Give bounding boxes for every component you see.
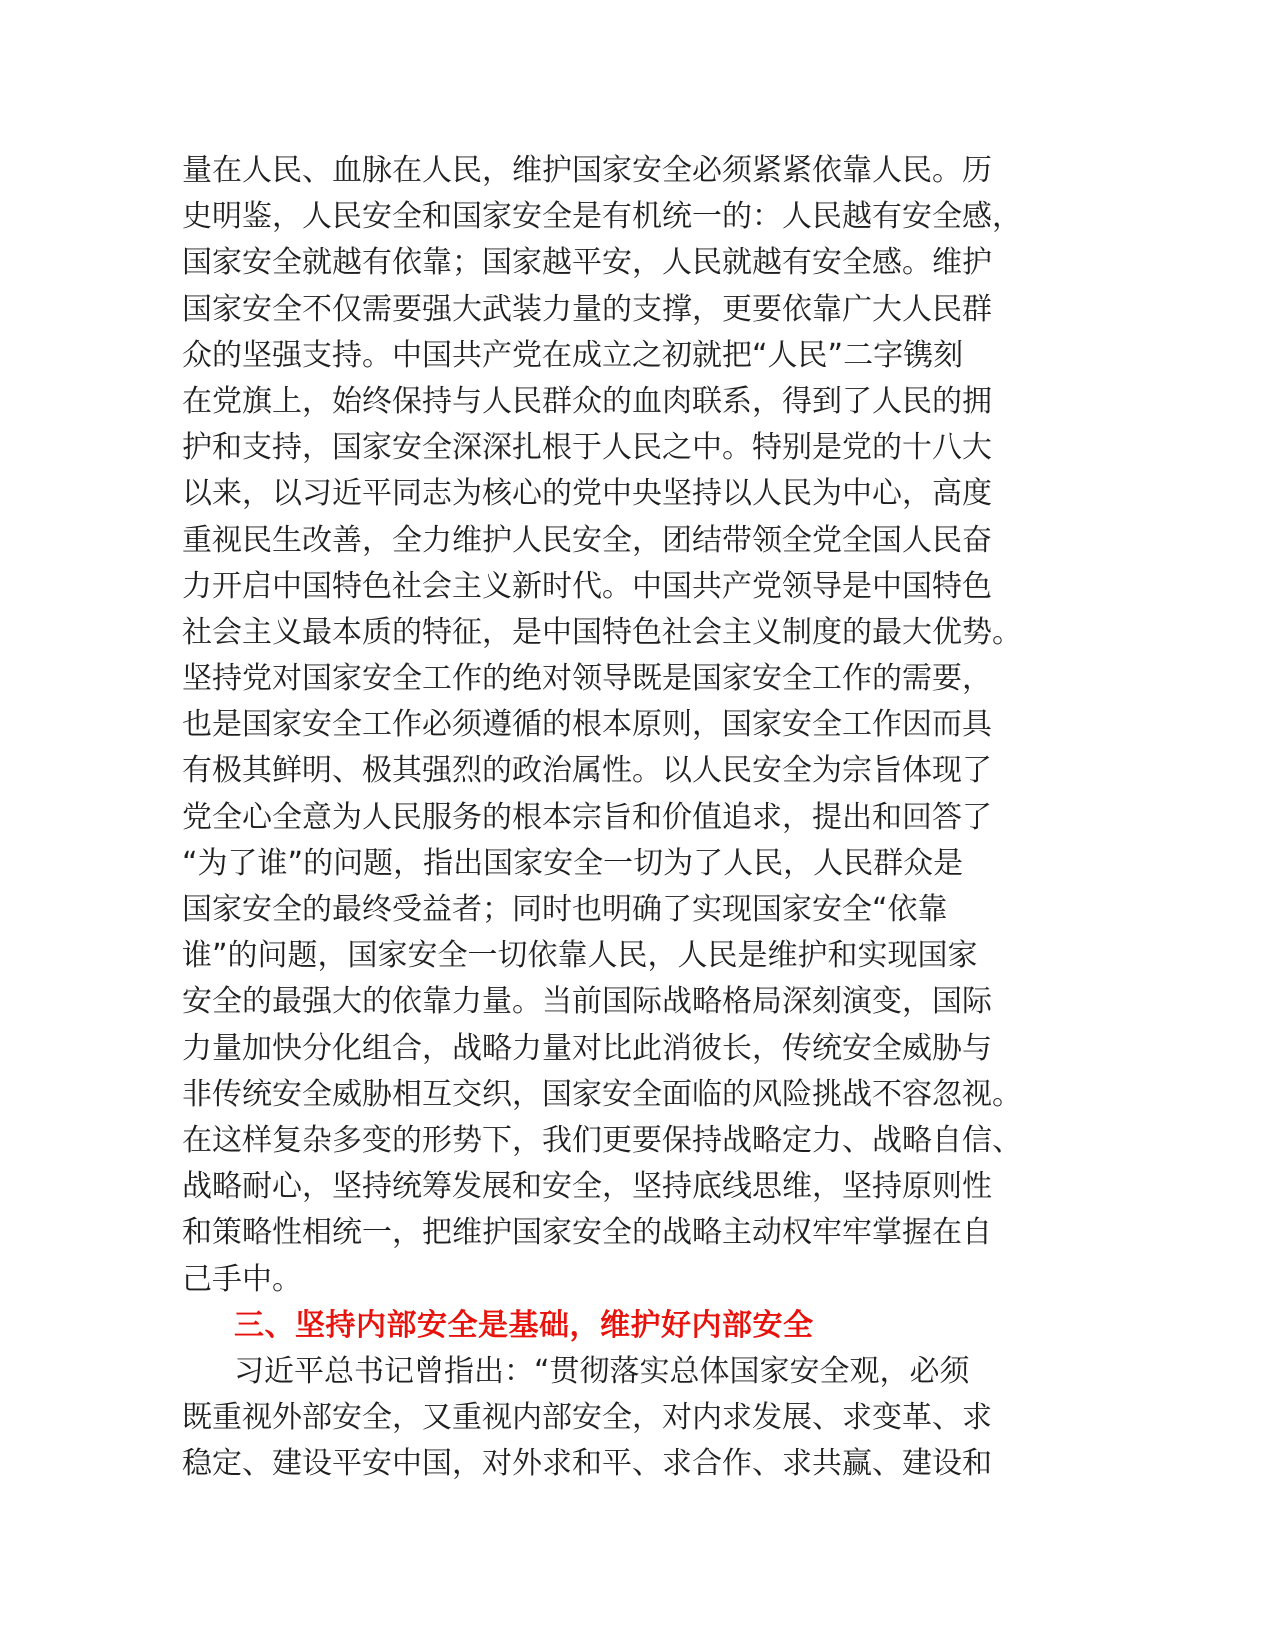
- text-line: 量在人民、血脉在人民，维护国家安全必须紧紧依靠人民。历: [182, 153, 992, 188]
- text-line: 非传统安全威胁相互交织，国家安全面临的风险挑战不容忽视。: [182, 1076, 1022, 1112]
- document-body: [182, 148, 1062, 1487]
- text-line: 既重视外部安全，又重视内部安全，对内求发展、求变革、求: [182, 1400, 992, 1436]
- text-line: 党全心全意为人民服务的根本宗旨和价值追求，提出和回答了: [182, 799, 992, 835]
- text-line: 护和支持，国家安全深深扎根于人民之中。特别是党的十八大: [182, 430, 992, 466]
- text-line: “为了谁”的问题，指出国家安全一切为了人民，人民群众是: [182, 845, 964, 881]
- text-line: 国家安全不仅需要强大武装力量的支撑，更要依靠广大人民群: [182, 291, 992, 327]
- text-line: 习近平总书记曾指出：“贯彻落实总体国家安全观，必须: [234, 1353, 970, 1389]
- text-line: 有极其鲜明、极其强烈的政治属性。以人民安全为宗旨体现了: [182, 753, 992, 789]
- text-line: 和策略性相统一，把维护国家安全的战略主动权牢牢掌握在自: [182, 1215, 992, 1251]
- text-line: 稳定、建设平安中国，对外求和平、求合作、求共赢、建设和: [182, 1446, 992, 1482]
- text-line: 重视民生改善，全力维护人民安全，团结带领全党全国人民奋: [182, 522, 992, 558]
- text-line: 也是国家安全工作必须遵循的根本原则，国家安全工作因而具: [182, 707, 992, 743]
- text-line: 安全的最强大的依靠力量。当前国际战略格局深刻演变，国际: [182, 984, 992, 1020]
- text-line: 己手中。: [182, 1261, 302, 1297]
- text-line: 坚持党对国家安全工作的绝对领导既是国家安全工作的需要，: [182, 661, 992, 697]
- section-heading: 三、坚持内部安全是基础，维护好内部安全: [234, 1307, 814, 1343]
- paragraph: [182, 1349, 1062, 1488]
- text-line: 众的坚强支持。中国共产党在成立之初就把“人民”二字镌刻: [182, 337, 964, 373]
- text-line: 以来，以习近平同志为核心的党中央坚持以人民为中心，高度: [182, 476, 992, 512]
- text-line: 力量加快分化组合，战略力量对比此消彼长，传统安全威胁与: [182, 1030, 992, 1066]
- text-line: 谁”的问题，国家安全一切依靠人民，人民是维护和实现国家: [182, 938, 978, 974]
- text-line: 史明鉴，人民安全和国家安全是有机统一的：人民越有安全感，: [182, 199, 1022, 235]
- text-line: 社会主义最本质的特征，是中国特色社会主义制度的最大优势。: [182, 614, 1022, 650]
- text-line: 在党旗上，始终保持与人民群众的血肉联系，得到了人民的拥: [182, 383, 992, 419]
- text-line: 战略耐心，坚持统筹发展和安全，坚持底线思维，坚持原则性: [182, 1169, 992, 1205]
- text-line: 国家安全就越有依靠；国家越平安，人民就越有安全感。维护: [182, 245, 992, 281]
- text-line: 国家安全的最终受益者；同时也明确了实现国家安全“依靠: [182, 892, 948, 927]
- text-line: 在这样复杂多变的形势下，我们更要保持战略定力、战略自信、: [182, 1122, 1022, 1158]
- text-line: 力开启中国特色社会主义新时代。中国共产党领导是中国特色: [182, 568, 992, 604]
- paragraph-continued: [182, 148, 1062, 1303]
